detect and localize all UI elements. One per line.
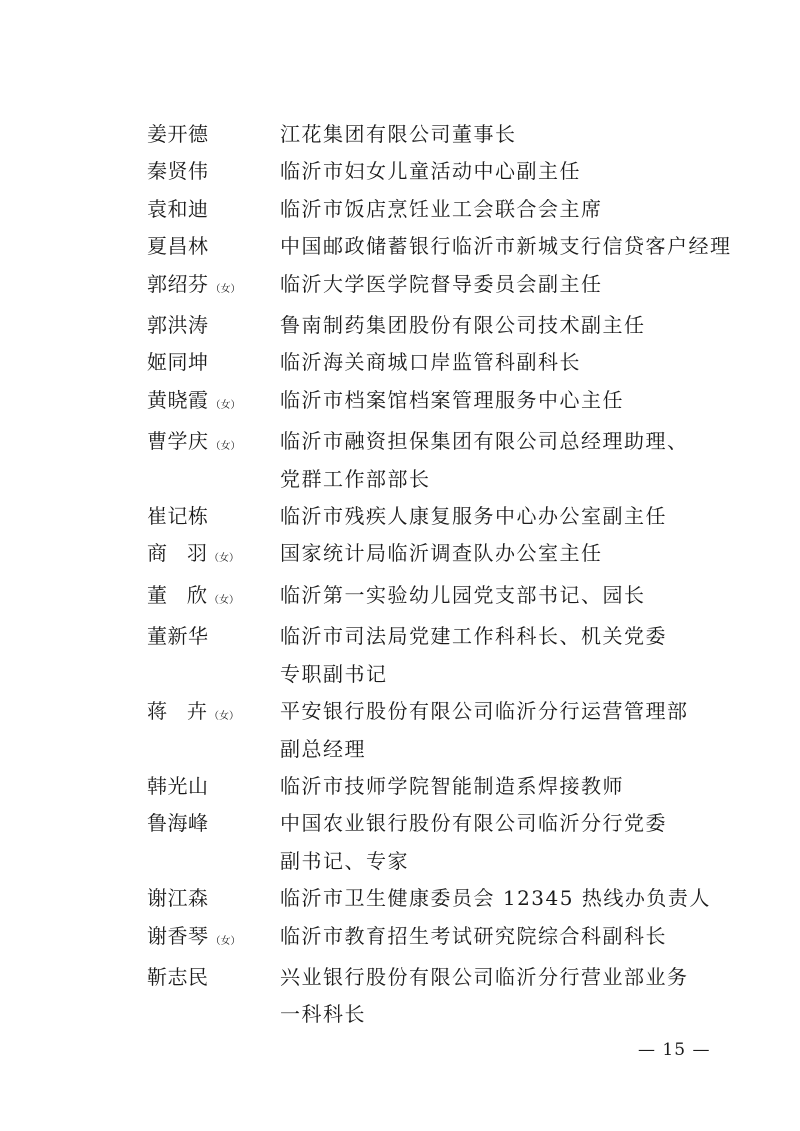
member-title-line: 国家统计局临沂调查队办公室主任 bbox=[280, 541, 603, 566]
gender-suffix: （女） bbox=[210, 935, 241, 947]
member-name-cell bbox=[147, 805, 280, 842]
member-name: 谢江森 bbox=[147, 886, 209, 911]
member-name: 靳志民 bbox=[147, 964, 209, 989]
member-name-cell bbox=[147, 959, 280, 996]
member-title bbox=[280, 307, 747, 344]
member-title-line: 临沂市教育招生考试研究院综合科副科长 bbox=[280, 923, 667, 948]
member-title-line: 鲁南制药集团股份有限公司技术副主任 bbox=[280, 313, 646, 338]
member-name: 董新华 bbox=[147, 624, 209, 649]
gender-suffix: （女） bbox=[209, 553, 239, 565]
member-name: 蒋 卉 bbox=[147, 699, 207, 724]
list-item bbox=[147, 577, 747, 618]
member-name-cell bbox=[147, 382, 280, 423]
list-item bbox=[147, 880, 747, 917]
member-name: 姜开德 bbox=[147, 122, 209, 146]
member-name: 商 羽 bbox=[147, 541, 207, 566]
list-item bbox=[147, 228, 747, 265]
member-name-cell bbox=[147, 693, 280, 734]
member-title-line: 临沂市饭店烹饪业工会联合会主席 bbox=[280, 196, 603, 221]
member-title bbox=[280, 116, 747, 153]
list-item bbox=[147, 693, 747, 768]
member-title-line: 党群工作部部长 bbox=[280, 466, 431, 491]
list-item bbox=[147, 116, 747, 153]
member-name-cell bbox=[147, 191, 280, 228]
member-name-cell bbox=[147, 153, 280, 190]
member-name: 谢香琴 bbox=[147, 923, 209, 948]
member-name: 曹学庆 bbox=[147, 429, 209, 454]
member-title bbox=[280, 768, 747, 805]
member-title-line: 临沂市卫生健康委员会 12345 热线办负责人 bbox=[280, 886, 711, 911]
member-title bbox=[280, 880, 747, 917]
member-name: 夏昌林 bbox=[147, 234, 209, 259]
page-number: — 15 — bbox=[638, 1040, 711, 1060]
member-name-cell bbox=[147, 344, 280, 381]
member-title-line: 临沂市妇女儿童活动中心副主任 bbox=[280, 159, 581, 184]
member-name-cell bbox=[147, 307, 280, 344]
list-item bbox=[147, 382, 747, 423]
member-name: 袁和迪 bbox=[147, 196, 209, 221]
list-item bbox=[147, 423, 747, 498]
member-title-line: 临沂市司法局党建工作科科长、机关党委 bbox=[280, 624, 667, 649]
gender-suffix: （女） bbox=[210, 399, 241, 411]
member-name-cell bbox=[147, 618, 280, 655]
member-name-cell bbox=[147, 498, 280, 535]
member-name: 黄晓霞 bbox=[147, 387, 209, 412]
member-title bbox=[280, 618, 747, 693]
member-name-cell bbox=[147, 228, 280, 265]
member-title-line: 临沂市技师学院智能制造系焊接教师 bbox=[280, 773, 624, 798]
gender-suffix: （女） bbox=[210, 441, 241, 453]
list-item bbox=[147, 768, 747, 805]
member-name: 秦贤伟 bbox=[147, 159, 209, 184]
list-item bbox=[147, 918, 747, 959]
member-title bbox=[280, 535, 747, 572]
member-title bbox=[280, 959, 747, 1034]
member-name: 鲁海峰 bbox=[147, 811, 209, 836]
member-title-line: 平安银行股份有限公司临沂分行运营管理部 bbox=[280, 699, 689, 724]
gender-suffix: （女） bbox=[209, 711, 239, 723]
member-name-cell bbox=[147, 266, 280, 307]
member-title-line: 临沂第一实验幼儿园党支部书记、园长 bbox=[280, 582, 646, 607]
list-item bbox=[147, 535, 747, 576]
member-name: 姬同坤 bbox=[147, 350, 209, 375]
list-item bbox=[147, 498, 747, 535]
member-title-line: 一科科长 bbox=[280, 1002, 366, 1027]
member-title-line: 兴业银行股份有限公司临沂分行营业部业务 bbox=[280, 964, 689, 989]
member-title bbox=[280, 577, 747, 614]
member-title-line: 临沂市残疾人康复服务中心办公室副主任 bbox=[280, 504, 667, 529]
member-title bbox=[280, 805, 747, 880]
member-title-line: 专职副书记 bbox=[280, 661, 388, 686]
gender-suffix: （女） bbox=[209, 594, 239, 606]
member-name: 郭绍芬 bbox=[147, 271, 209, 296]
member-title bbox=[280, 918, 747, 955]
member-title bbox=[280, 266, 747, 303]
member-title-line: 副总经理 bbox=[280, 736, 366, 761]
member-title bbox=[280, 382, 747, 419]
member-name-cell bbox=[147, 768, 280, 805]
member-title bbox=[280, 693, 747, 768]
member-name-cell bbox=[147, 918, 280, 959]
member-name-cell bbox=[147, 423, 280, 464]
member-title-line: 临沂市档案馆档案管理服务中心主任 bbox=[280, 387, 624, 412]
member-name: 郭洪涛 bbox=[147, 313, 209, 338]
member-title-line: 临沂海关商城口岸监管科副科长 bbox=[280, 350, 581, 375]
member-name-cell bbox=[147, 880, 280, 917]
list-item bbox=[147, 307, 747, 344]
member-title bbox=[280, 423, 747, 498]
member-name-cell bbox=[147, 577, 280, 618]
member-title-line: 副书记、专家 bbox=[280, 848, 409, 873]
list-item bbox=[147, 805, 747, 880]
list-item bbox=[147, 344, 747, 381]
list-item bbox=[147, 618, 747, 693]
member-name: 崔记栋 bbox=[147, 504, 209, 529]
member-title bbox=[280, 153, 747, 190]
member-title bbox=[280, 191, 747, 228]
member-name: 韩光山 bbox=[147, 773, 209, 798]
list-item bbox=[147, 153, 747, 190]
member-name-cell bbox=[147, 116, 280, 153]
member-title-line: 临沂市融资担保集团有限公司总经理助理、 bbox=[280, 429, 689, 454]
member-name: 董 欣 bbox=[147, 582, 207, 607]
member-title bbox=[280, 228, 747, 265]
gender-suffix: （女） bbox=[210, 283, 241, 295]
member-title-line: 中国邮政储蓄银行临沂市新城支行信贷客户经理 bbox=[280, 234, 732, 259]
list-item bbox=[147, 959, 747, 1034]
member-title-line: 江花集团有限公司董事长 bbox=[280, 122, 517, 146]
list-item bbox=[147, 266, 747, 307]
member-title-line: 临沂大学医学院督导委员会副主任 bbox=[280, 271, 603, 296]
member-title bbox=[280, 498, 747, 535]
member-list bbox=[147, 116, 747, 1034]
member-title-line: 中国农业银行股份有限公司临沂分行党委 bbox=[280, 811, 667, 836]
member-title bbox=[280, 344, 747, 381]
list-item bbox=[147, 191, 747, 228]
member-name-cell bbox=[147, 535, 280, 576]
